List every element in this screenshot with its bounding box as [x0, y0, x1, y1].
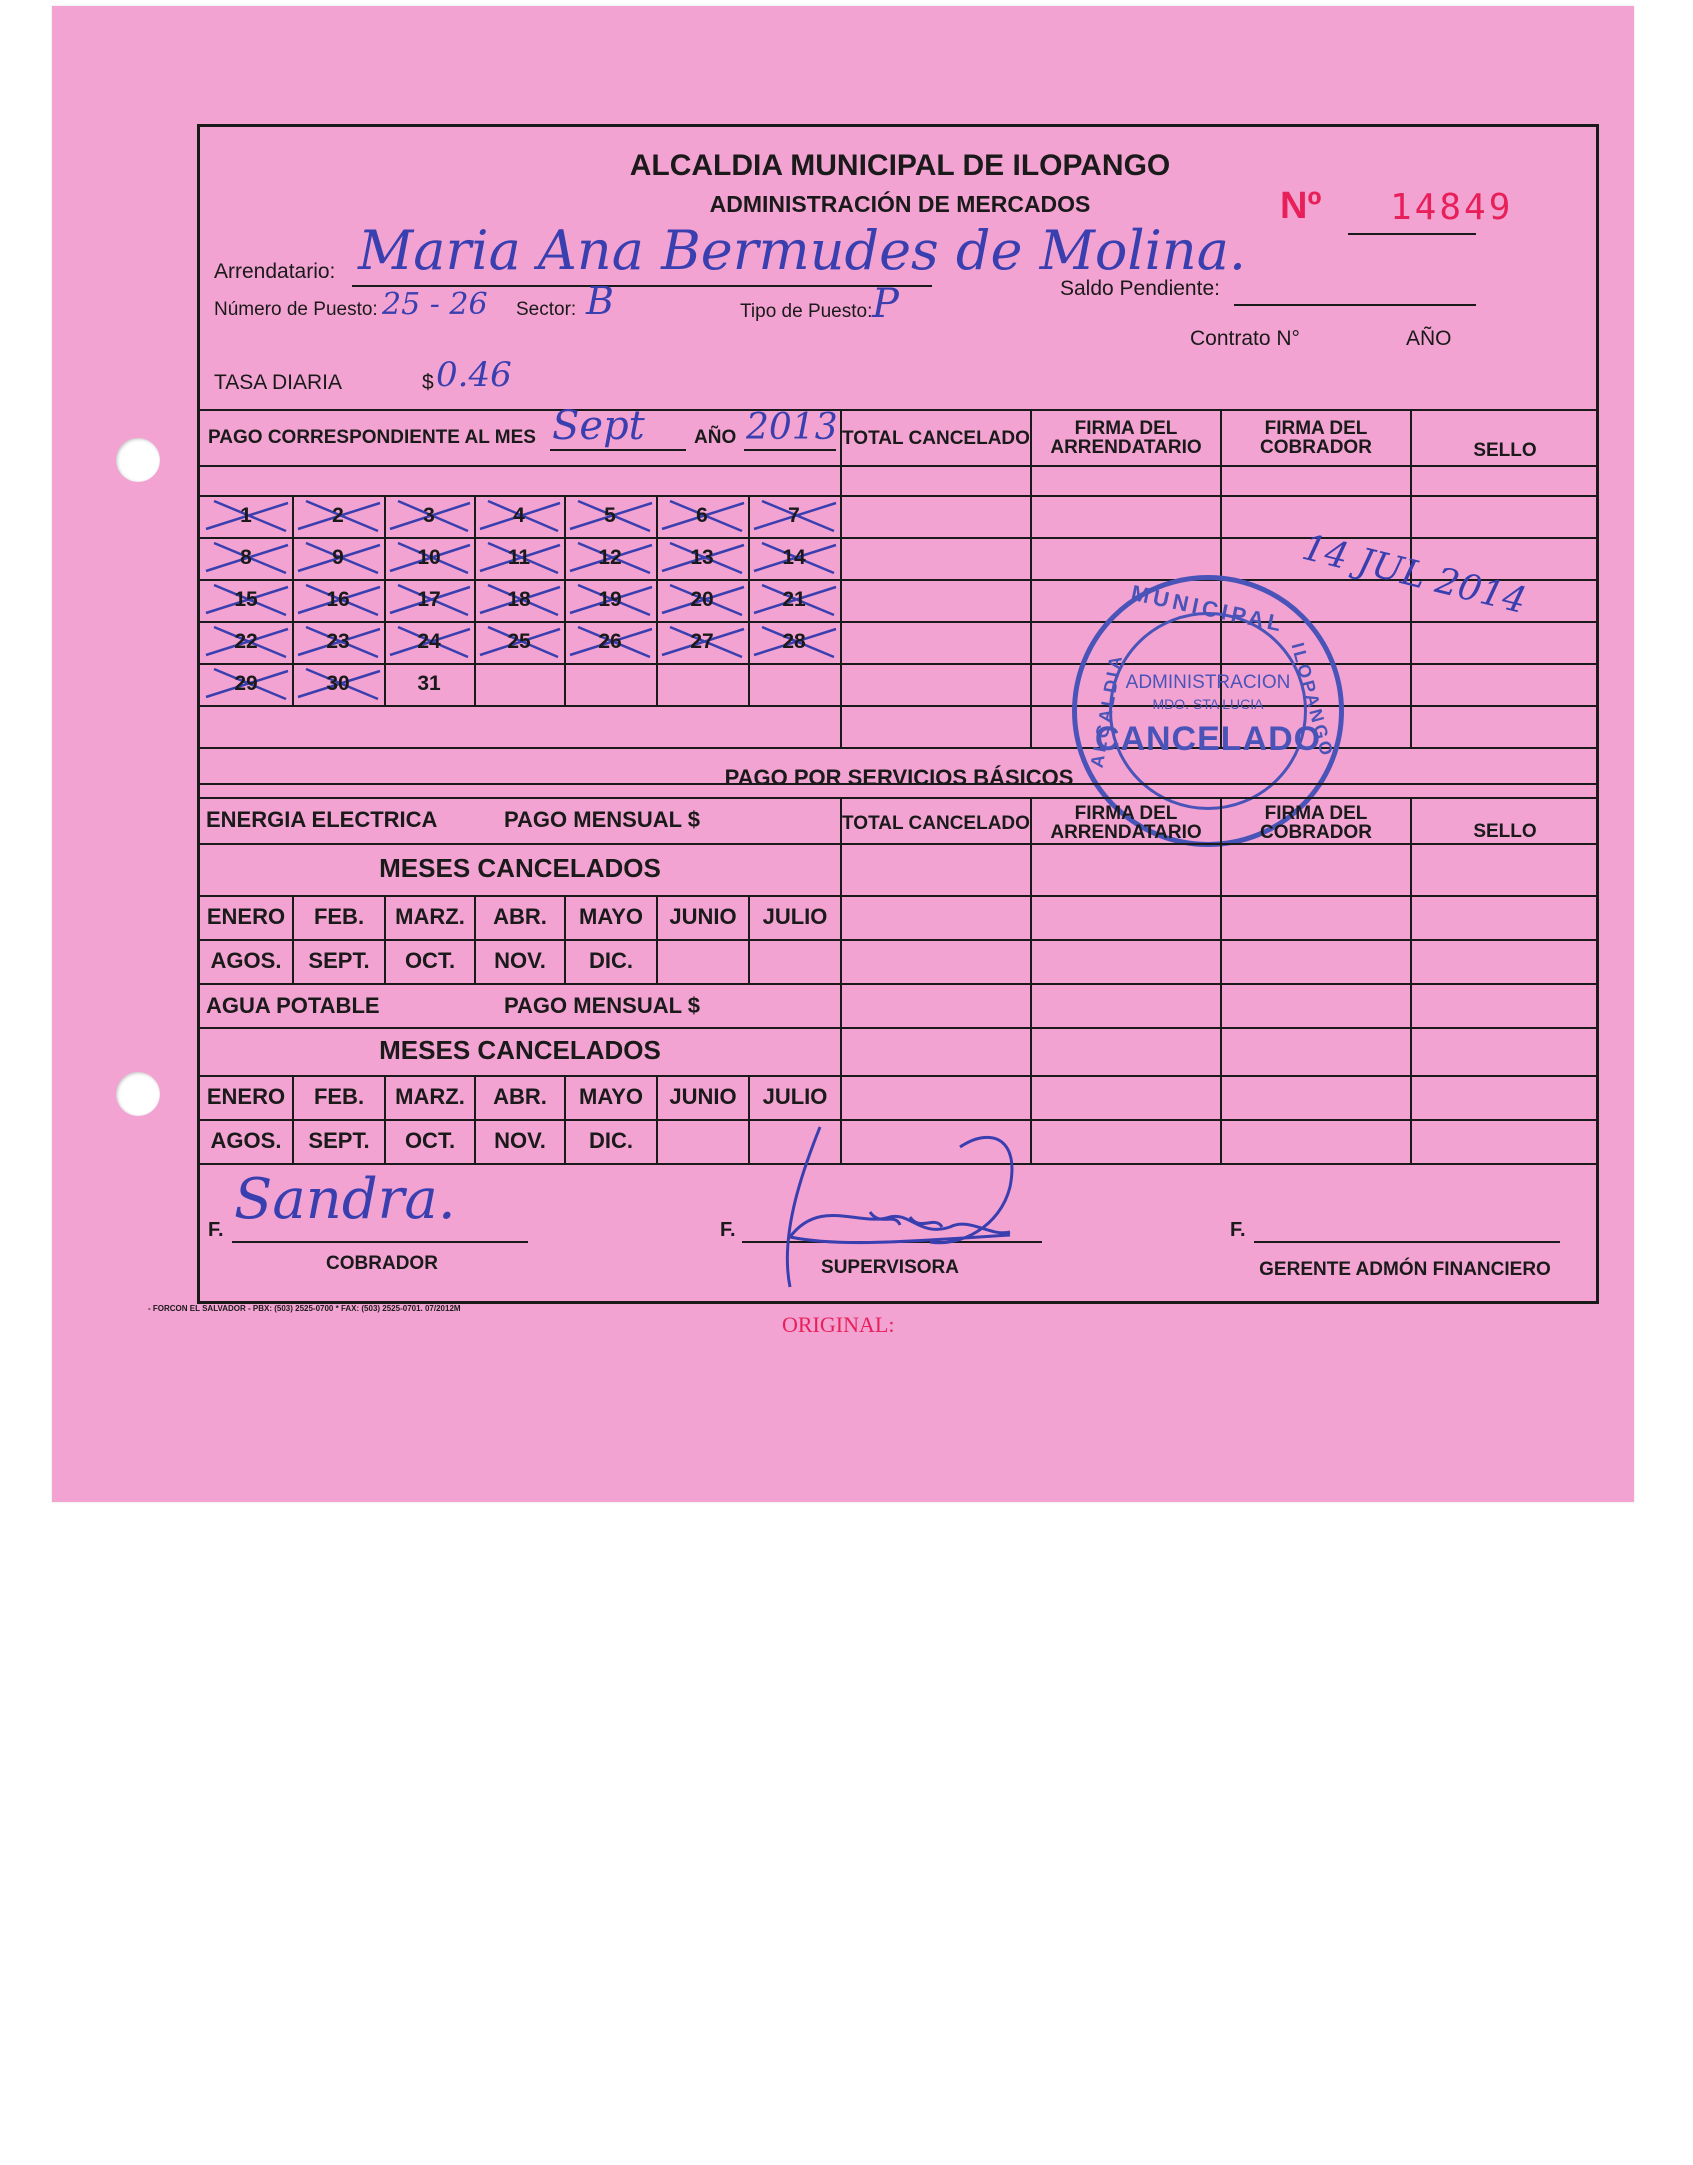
month-cell: FEB. — [292, 895, 384, 939]
month-cell: ENERO — [206, 904, 286, 929]
day-cell — [200, 537, 292, 579]
month-cell: MARZ. — [384, 1075, 474, 1119]
sector-value: B — [586, 279, 614, 323]
day-cell — [200, 663, 292, 705]
month-cell: MARZ. — [384, 895, 474, 939]
day-number: 30 — [326, 672, 350, 695]
tipo-value: P — [872, 281, 899, 327]
day-cell — [656, 579, 748, 621]
stamp-right-text: ILOPANGO — [1287, 640, 1338, 761]
energia-meses-cancelados: MESES CANCELADOS — [379, 853, 661, 883]
month-cell — [656, 939, 748, 983]
sector-label: Sector: — [516, 299, 577, 320]
stamp-line1: ADMINISTRACION — [1125, 672, 1291, 693]
month-cell: ABR. — [474, 895, 564, 939]
col-sello: SELLO — [1473, 439, 1537, 461]
day-number: 21 — [782, 588, 806, 611]
day-cell — [384, 495, 474, 537]
month-cell: JUNIO — [656, 895, 748, 939]
day-number: 2 — [332, 504, 344, 527]
stamp-line2: MDO. STA LUCIA — [1152, 696, 1264, 712]
pago-anio-value: 2013 — [746, 407, 838, 448]
day-number: 18 — [507, 588, 531, 611]
month-cell: AGOS. — [210, 1128, 282, 1153]
gerente-label: GERENTE ADMÓN FINANCIERO — [1259, 1259, 1551, 1280]
written-date: 14 JUL 2014 — [1298, 527, 1531, 623]
day-cell — [748, 537, 840, 579]
month-cell: JULIO — [748, 1075, 840, 1119]
month-cell: ABR. — [474, 1075, 564, 1119]
day-cell — [292, 495, 384, 537]
energia-label: ENERGIA ELECTRICA — [206, 807, 438, 832]
month-cell: JUNIO — [656, 1075, 748, 1119]
pago-mes-label: PAGO CORRESPONDIENTE AL MES — [208, 427, 536, 448]
arrendatario-label: Arrendatario: — [214, 260, 336, 283]
day-cell — [474, 621, 564, 663]
servicios-title: PAGO POR SERVICIOS BÁSICOS — [724, 765, 1074, 790]
day-number: 16 — [326, 588, 350, 611]
day-number: 12 — [598, 546, 622, 569]
day-number: 20 — [690, 588, 714, 611]
day-cell — [656, 537, 748, 579]
day-number: 15 — [234, 588, 258, 611]
day-number: 25 — [507, 630, 531, 653]
agua-pago-mensual: PAGO MENSUAL $ — [504, 993, 700, 1018]
day-cell — [474, 537, 564, 579]
month-cell — [656, 1119, 748, 1163]
month-cell: OCT. — [384, 1119, 474, 1163]
copy-label: ORIGINAL: — [782, 1312, 895, 1337]
tasa-currency: $ — [422, 371, 434, 394]
form-title: ALCALDIA MUNICIPAL DE ILOPANGO — [629, 149, 1171, 182]
energia-pago-mensual: PAGO MENSUAL $ — [504, 807, 700, 832]
cobrador-label: COBRADOR — [326, 1253, 438, 1274]
saldo-label: Saldo Pendiente: — [1060, 277, 1220, 300]
day-cell — [292, 663, 384, 705]
cobrador-signature: Sandra. — [234, 1167, 456, 1232]
month-cell: JULIO — [748, 895, 840, 939]
supervisora-f-label: F. — [720, 1219, 736, 1241]
day-number: 6 — [696, 504, 708, 527]
day-cell — [656, 495, 748, 537]
col-firma-arrendatario: FIRMA DEL ARRENDATARIO — [1050, 418, 1202, 458]
day-number: 4 — [513, 504, 525, 527]
day-number: 11 — [507, 546, 531, 569]
month-cell: MAYO — [564, 1075, 656, 1119]
month-cell: ENERO — [206, 1084, 286, 1109]
day-cell — [564, 621, 656, 663]
month-cell: FEB. — [292, 1075, 384, 1119]
receipt-number-label: Nº — [1280, 185, 1322, 227]
form-subtitle: ADMINISTRACIÓN DE MERCADOS — [709, 191, 1091, 217]
col-firma-cobrador: FIRMA DEL COBRADOR — [1260, 418, 1372, 458]
receipt-sheet — [52, 6, 1634, 1502]
printer-footer: - FORCON EL SALVADOR - PBX: (503) 2525-0700 * FAX: (503) 2525-0701. 07/2012M — [148, 1304, 461, 1313]
month-cell: SEPT. — [292, 939, 384, 983]
day-number: 24 — [417, 630, 441, 653]
day-cell — [384, 663, 474, 705]
day-number: 29 — [234, 672, 258, 695]
cobrador-f-label: F. — [208, 1219, 224, 1241]
day-number: 17 — [417, 588, 441, 611]
month-cell: DIC. — [564, 1119, 656, 1163]
day-cell — [200, 579, 292, 621]
day-cell — [384, 537, 474, 579]
receipt-number: 14849 — [1390, 187, 1514, 228]
punch-hole — [116, 438, 160, 482]
day-cell — [474, 495, 564, 537]
day-number: 31 — [417, 672, 441, 695]
day-number: 1 — [240, 504, 252, 527]
month-cell: NOV. — [474, 939, 564, 983]
day-number: 8 — [240, 546, 252, 569]
serv-col-sello: SELLO — [1473, 820, 1537, 842]
day-number: 10 — [417, 546, 441, 569]
day-number: 22 — [234, 630, 258, 653]
month-cell: MAYO — [564, 895, 656, 939]
col-total-cancelado: TOTAL CANCELADO — [842, 427, 1030, 449]
day-cell — [200, 621, 292, 663]
day-cell — [384, 579, 474, 621]
day-cell — [384, 621, 474, 663]
punch-hole — [116, 1072, 160, 1116]
serv-col-total: TOTAL CANCELADO — [842, 812, 1030, 834]
stamp-top-text: MUNICIPAL — [1128, 580, 1288, 638]
puesto-label: Número de Puesto: — [214, 299, 378, 320]
month-cell: SEPT. — [292, 1119, 384, 1163]
day-cell — [474, 579, 564, 621]
month-cell — [748, 939, 840, 983]
day-number: 13 — [690, 546, 714, 569]
day-cell — [292, 621, 384, 663]
pago-mes-value: Sept — [552, 403, 645, 449]
day-number: 26 — [598, 630, 622, 653]
stamp-center: CANCELADO — [1094, 720, 1322, 758]
day-cell — [200, 495, 292, 537]
day-number: 5 — [604, 504, 616, 527]
receipt-form — [197, 124, 1599, 1304]
day-number: 23 — [326, 630, 350, 653]
day-cell — [292, 579, 384, 621]
month-cell: NOV. — [474, 1119, 564, 1163]
day-number: 9 — [332, 546, 344, 569]
day-cell — [656, 621, 748, 663]
day-cell — [564, 537, 656, 579]
day-cell — [748, 495, 840, 537]
day-cell — [564, 495, 656, 537]
gerente-f-label: F. — [1230, 1219, 1246, 1241]
month-cell: AGOS. — [210, 948, 282, 973]
serv-col-firma-cob: FIRMA DEL COBRADOR — [1260, 803, 1372, 843]
agua-label: AGUA POTABLE — [206, 993, 380, 1018]
day-cell — [564, 579, 656, 621]
stamp-left-text: ALCALDIA — [1086, 651, 1127, 770]
supervisora-label: SUPERVISORA — [821, 1257, 959, 1278]
day-number: 3 — [423, 504, 435, 527]
agua-meses-cancelados: MESES CANCELADOS — [379, 1035, 661, 1065]
tasa-value: 0.46 — [436, 355, 512, 395]
day-cell — [748, 579, 840, 621]
month-cell: DIC. — [564, 939, 656, 983]
pago-anio-label: AÑO — [694, 427, 737, 448]
day-cell — [292, 537, 384, 579]
day-number: 27 — [690, 630, 714, 653]
tasa-label: TASA DIARIA — [214, 371, 342, 394]
day-number: 19 — [598, 588, 622, 611]
day-number: 28 — [782, 630, 806, 653]
tipo-label: Tipo de Puesto: — [740, 301, 873, 322]
serv-col-firma-arr: FIRMA DEL ARRENDATARIO — [1050, 803, 1202, 843]
contrato-label: Contrato N° — [1190, 327, 1300, 350]
arrendatario-value: Maria Ana Bermudes de Molina. — [358, 219, 1247, 282]
month-cell: OCT. — [384, 939, 474, 983]
day-number: 7 — [788, 504, 800, 527]
anio-label: AÑO — [1406, 327, 1452, 350]
day-number: 14 — [782, 546, 806, 569]
puesto-value: 25 - 26 — [382, 287, 488, 322]
day-cell — [748, 621, 840, 663]
